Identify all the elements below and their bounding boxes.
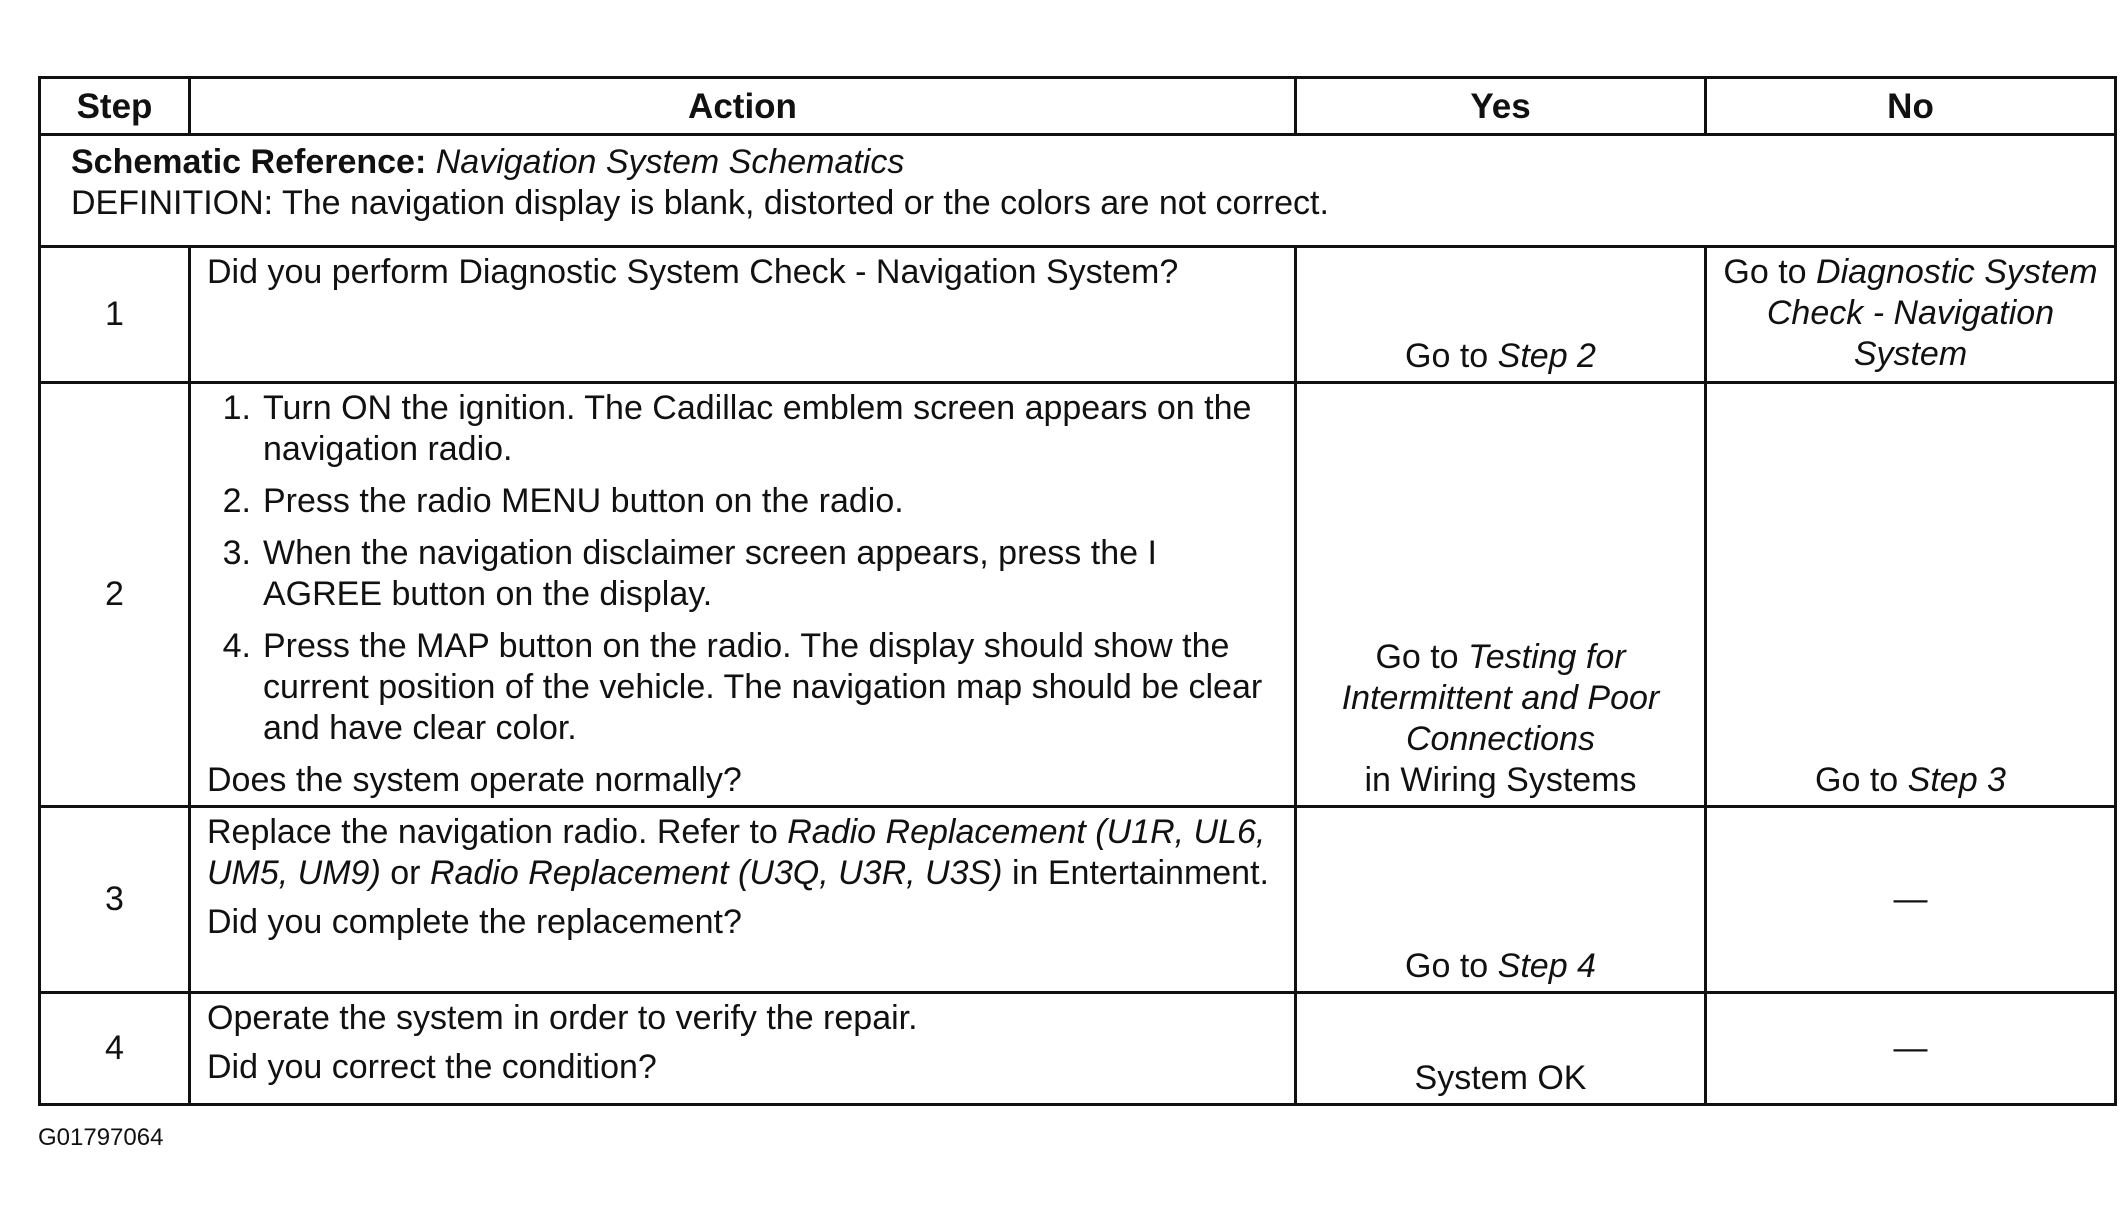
table-row (40, 383, 2116, 807)
action-question: Does the system operate normally? (207, 761, 742, 799)
action-cell (190, 993, 1296, 1105)
instruction-list (207, 388, 1280, 749)
action-text: Operate the system in order to verify the repair. (207, 999, 918, 1037)
schematic-reference (71, 142, 2098, 183)
no-cell (1706, 383, 2116, 807)
definition-text: DEFINITION: The navigation display is blank, distorted or the colors are not correct. (71, 184, 1329, 222)
action-text: Replace the navigation radio. Refer to (207, 813, 778, 851)
action-link[interactable]: Radio Replacement (U3Q, U3R, U3S) (429, 854, 1003, 892)
instruction-number: 4. (222, 627, 251, 665)
no-prefix: Go to (1815, 761, 1899, 799)
action-cell (190, 383, 1296, 807)
table-row (40, 247, 2116, 383)
instruction-text: Press the MAP button on the radio. The display should show the current position of the vehicle. The navigation map should be clear and have clear color. (263, 627, 1263, 747)
action-link[interactable]: Radio Replacement (U1R, UL6, UM5, UM9) (207, 813, 1266, 892)
instruction-item (207, 481, 1280, 522)
instruction-text: Turn ON the ignition. The Cadillac emblem screen appears on the navigation radio. (263, 389, 1252, 468)
yes-suffix: in Wiring Systems (1364, 761, 1637, 799)
header-row (40, 78, 2116, 135)
instruction-text: Press the radio MENU button on the radio. (263, 482, 904, 520)
info-row (40, 135, 2116, 247)
yes-prefix: Go to (1375, 638, 1459, 676)
table-row (40, 993, 2116, 1105)
instruction-number: 1. (222, 389, 251, 427)
yes-link[interactable]: Step 4 (1497, 947, 1596, 985)
yes-cell (1296, 247, 1706, 383)
no-link[interactable]: Step 3 (1907, 761, 2006, 799)
step-number: 4 (40, 993, 190, 1105)
action-question: Did you complete the replacement? (207, 903, 742, 941)
action-paragraph (207, 812, 1280, 894)
header-action: Action (190, 78, 1296, 135)
yes-cell (1296, 383, 1706, 807)
action-text: or (390, 854, 421, 892)
no-cell (1706, 247, 2116, 383)
header-yes: Yes (1296, 78, 1706, 135)
instruction-item (207, 533, 1280, 615)
action-question: Did you perform Diagnostic System Check - Navigation System? (207, 253, 1179, 291)
step-number: 1 (40, 247, 190, 383)
no-cell (1706, 993, 2116, 1105)
action-cell (190, 807, 1296, 993)
yes-prefix: Go to (1405, 947, 1489, 985)
yes-text: System OK (1414, 1059, 1587, 1097)
yes-link[interactable]: Step 2 (1497, 337, 1596, 375)
yes-cell (1296, 993, 1706, 1105)
instruction-number: 2. (222, 482, 251, 520)
no-dash: — (1893, 1029, 1928, 1067)
schematic-label: Schematic Reference: (71, 143, 427, 181)
schematic-link[interactable]: Navigation System Schematics (435, 143, 905, 181)
yes-link[interactable]: Testing for Intermittent and Poor Connections (1341, 638, 1660, 758)
table-row (40, 807, 2116, 993)
diagnostic-table (38, 76, 2117, 1106)
yes-cell (1296, 807, 1706, 993)
action-cell (190, 247, 1296, 383)
no-prefix: Go to (1723, 253, 1807, 291)
info-cell (40, 135, 2116, 247)
no-dash: — (1893, 880, 1928, 918)
no-link[interactable]: Diagnostic System Check - Navigation System (1766, 253, 2098, 373)
no-cell (1706, 807, 2116, 993)
step-number: 2 (40, 383, 190, 807)
instruction-item (207, 388, 1280, 470)
action-text: in Entertainment. (1011, 854, 1269, 892)
instruction-item (207, 626, 1280, 749)
figure-id: G01797064 (38, 1124, 164, 1151)
action-question: Did you correct the condition? (207, 1048, 657, 1086)
step-number: 3 (40, 807, 190, 993)
instruction-number: 3. (222, 534, 251, 572)
header-step: Step (40, 78, 190, 135)
instruction-text: When the navigation disclaimer screen appears, press the I AGREE button on the display. (263, 534, 1157, 613)
header-no: No (1706, 78, 2116, 135)
yes-prefix: Go to (1405, 337, 1489, 375)
